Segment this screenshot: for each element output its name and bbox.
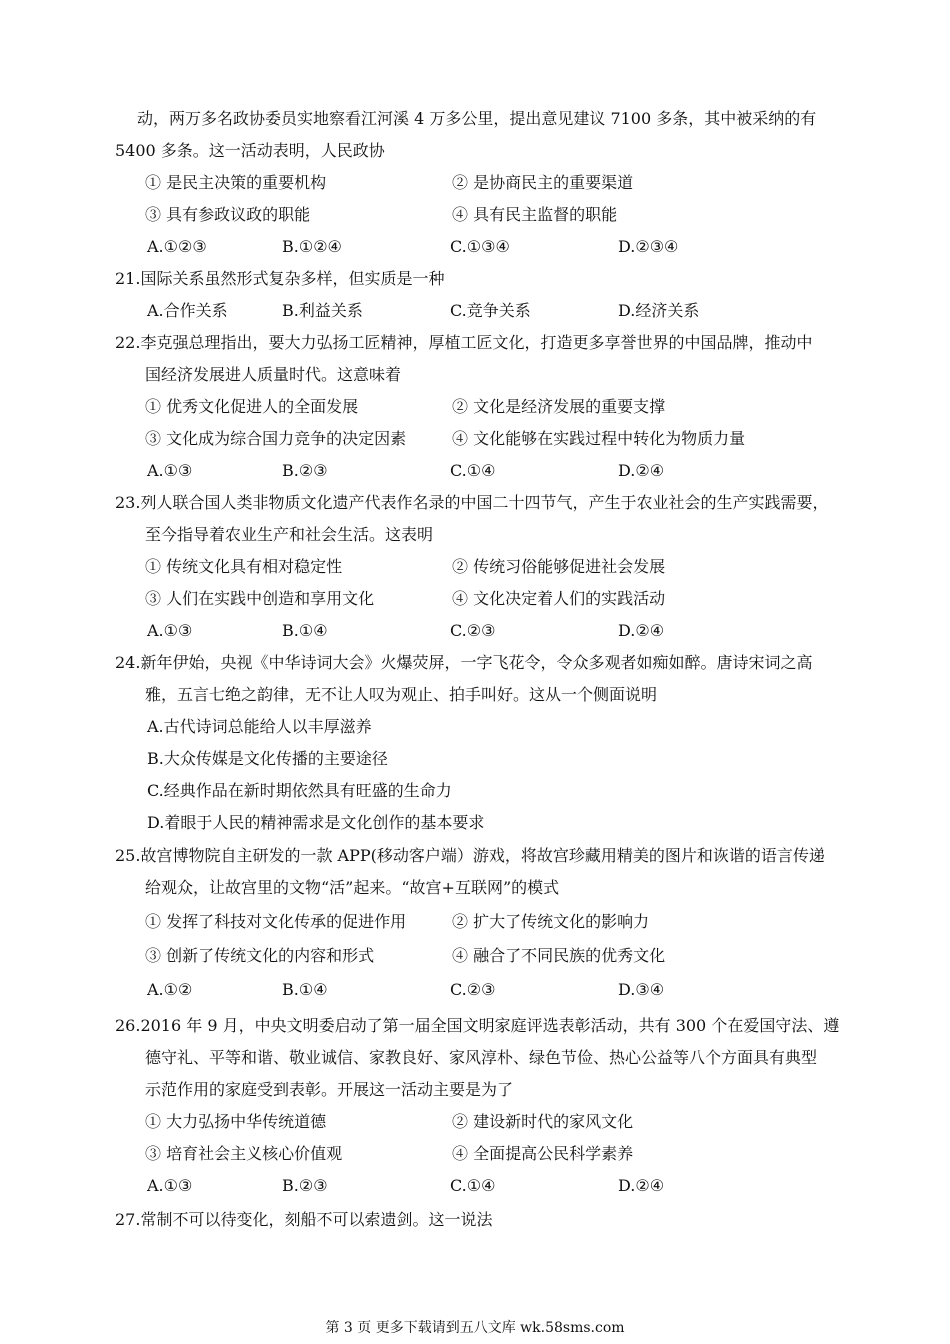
- q22-choice-b: B.②③: [282, 461, 328, 480]
- q23-choice-b: B.①④: [282, 621, 328, 640]
- q24-choice-d: D.着眼于人民的精神需求是文化创作的基本要求: [147, 813, 485, 832]
- q21-choice-d: D.经济关系: [618, 301, 700, 320]
- q22-stem-line-2: 国经济发展进人质量时代。这意味着: [145, 365, 402, 384]
- q25-stem-line-1: 25.故宫博物院自主研发的一款 APP(移动客户端）游戏，将故宫珍藏用精美的图片和诙谐的语言传递: [115, 846, 825, 865]
- q20-choice-d: D.②③④: [618, 237, 679, 256]
- q23-choice-d: D.②④: [618, 621, 665, 640]
- q25-item-4: ④ 融合了不同民族的优秀文化: [452, 946, 666, 965]
- q23-item-2: ② 传统习俗能够促进社会发展: [452, 557, 666, 576]
- q20-item-1: ① 是民主决策的重要机构: [145, 173, 327, 192]
- q22-choice-d: D.②④: [618, 461, 665, 480]
- q20-item-4: ④ 具有民主监督的职能: [452, 205, 618, 224]
- q26-item-1: ① 大力弘扬中华传统道德: [145, 1112, 327, 1131]
- q23-choice-a: A.①③: [147, 621, 193, 640]
- q25-choice-b: B.①④: [282, 980, 328, 999]
- q22-stem-line-1: 22.李克强总理指出，要大力弘扬工匠精神，厚植工匠文化，打造更多享誉世界的中国品牌，推动中: [115, 333, 813, 352]
- q24-stem-line-2: 雅，五言七绝之韵律，无不让人叹为观止、拍手叫好。这从一个侧面说明: [145, 685, 658, 704]
- q26-stem-line-3: 示范作用的家庭受到表彰。开展这一活动主要是为了: [145, 1080, 514, 1099]
- q20-choice-c: C.①③④: [450, 237, 510, 256]
- q23-item-4: ④ 文化决定着人们的实践活动: [452, 589, 666, 608]
- q25-choice-a: A.①②: [147, 980, 193, 999]
- q20-stem-line-1: 动，两万多名政协委员实地察看江河溪 4 万多公里，提出意见建议 7100 多条，其中被采纳的有: [137, 109, 817, 128]
- q24-choice-c: C.经典作品在新时期依然具有旺盛的生命力: [147, 781, 452, 800]
- q20-choice-b: B.①②④: [282, 237, 342, 256]
- q20-stem-line-2: 5400 多条。这一活动表明，人民政协: [115, 141, 385, 160]
- q26-choice-d: D.②④: [618, 1176, 665, 1195]
- q21-choice-c: C.竞争关系: [450, 301, 531, 320]
- q25-stem-line-2: 给观众，让故宫里的文物“活”起来。“故宫+互联网”的模式: [145, 878, 560, 897]
- q22-item-3: ③ 文化成为综合国力竞争的决定因素: [145, 429, 407, 448]
- q24-stem-line-1: 24.新年伊始，央视《中华诗词大会》火爆荧屏，一字飞花令，令众多观者如痴如醉。唐诗宋词之高: [115, 653, 813, 672]
- q26-choice-c: C.①④: [450, 1176, 496, 1195]
- q25-item-1: ① 发挥了科技对文化传承的促进作用: [145, 912, 407, 931]
- q20-item-3: ③ 具有参政议政的职能: [145, 205, 311, 224]
- q26-stem-line-1: 26.2016 年 9 月，中央文明委启动了第一届全国文明家庭评选表彰活动，共有 300 个在爱国守法、遵: [115, 1016, 840, 1035]
- q21-choice-b: B.利益关系: [282, 301, 363, 320]
- q22-choice-a: A.①③: [147, 461, 193, 480]
- q21-choice-a: A.合作关系: [147, 301, 228, 320]
- q22-item-4: ④ 文化能够在实践过程中转化为物质力量: [452, 429, 746, 448]
- q26-item-2: ② 建设新时代的家风文化: [452, 1112, 634, 1131]
- q23-stem-line-2: 至今指导着农业生产和社会生活。这表明: [145, 525, 434, 544]
- q22-item-1: ① 优秀文化促进人的全面发展: [145, 397, 359, 416]
- q23-item-3: ③ 人们在实践中创造和享用文化: [145, 589, 375, 608]
- q24-choice-b: B.大众传媒是文化传播的主要途径: [147, 749, 388, 768]
- q20-choice-a: A.①②③: [147, 237, 207, 256]
- page-footer: 第 3 页 更多下载请到五八文库 wk.58sms.com: [325, 1320, 625, 1336]
- q25-choice-c: C.②③: [450, 980, 496, 999]
- q21-stem: 21.国际关系虽然形式复杂多样，但实质是一种: [115, 269, 445, 288]
- q26-item-4: ④ 全面提高公民科学素养: [452, 1144, 634, 1163]
- q25-choice-d: D.③④: [618, 980, 665, 999]
- q26-stem-line-2: 德守礼、平等和谐、敬业诚信、家教良好、家风淳朴、绿色节俭、热心公益等八个方面具有典型: [145, 1048, 818, 1067]
- q22-item-2: ② 文化是经济发展的重要支撑: [452, 397, 666, 416]
- q20-item-2: ② 是协商民主的重要渠道: [452, 173, 634, 192]
- q27-stem: 27.常制不可以待变化，刻船不可以索遗剑。这一说法: [115, 1210, 493, 1229]
- q25-item-2: ② 扩大了传统文化的影响力: [452, 912, 650, 931]
- q26-item-3: ③ 培育社会主义核心价值观: [145, 1144, 343, 1163]
- q22-choice-c: C.①④: [450, 461, 496, 480]
- q24-choice-a: A.古代诗词总能给人以丰厚滋养: [147, 717, 372, 736]
- q23-stem-line-1: 23.列人联合国人类非物质文化遗产代表作名录的中国二十四节气，产生于农业社会的生产实践需要，: [115, 493, 829, 512]
- q25-item-3: ③ 创新了传统文化的内容和形式: [145, 946, 375, 965]
- q23-choice-c: C.②③: [450, 621, 496, 640]
- q23-item-1: ① 传统文化具有相对稳定性: [145, 557, 343, 576]
- q26-choice-b: B.②③: [282, 1176, 328, 1195]
- q26-choice-a: A.①③: [147, 1176, 193, 1195]
